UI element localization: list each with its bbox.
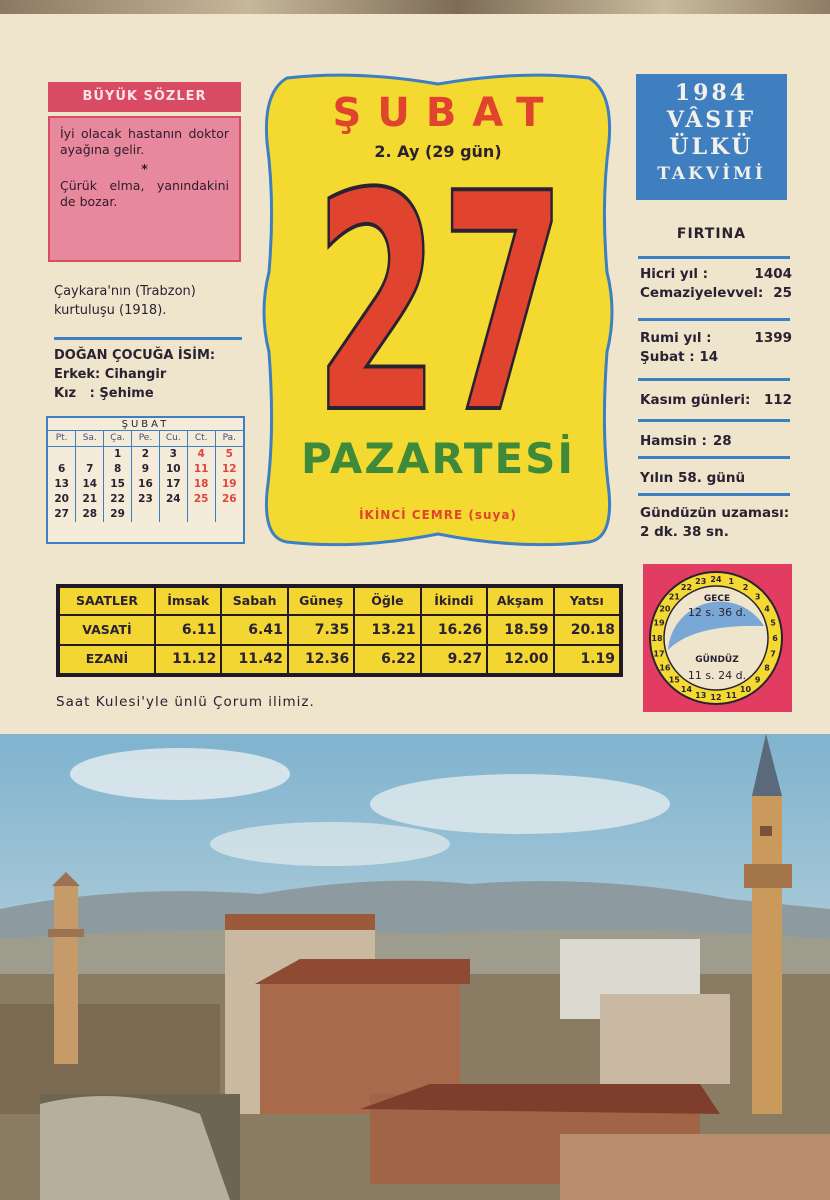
- mini-calendar-date: [76, 447, 104, 462]
- mini-calendar-date: 12: [221, 463, 237, 475]
- mini-calendar-date: 2: [132, 447, 160, 462]
- hamsin-label: Hamsin :: [640, 433, 707, 449]
- rumi-month: Şubat : 14: [640, 349, 719, 365]
- clock-hour-label: 17: [653, 649, 665, 659]
- mini-calendar-date: 11: [187, 462, 215, 477]
- mini-calendar-date: 25: [187, 492, 215, 507]
- mini-calendar-date: 17: [159, 477, 187, 492]
- clock-hour-label: 20: [659, 604, 671, 614]
- day-value: 11 s. 24 d.: [687, 669, 747, 682]
- quotes-title: BÜYÜK SÖZLER: [48, 82, 241, 112]
- divider: [638, 419, 790, 422]
- mini-calendar-dayname: Ct.: [187, 431, 215, 447]
- event-line-1: Çaykara'nın (Trabzon): [54, 284, 196, 299]
- prayer-header: Yatsı: [554, 587, 620, 615]
- mini-calendar-date: 20: [48, 492, 76, 507]
- mini-calendar-date: [48, 447, 76, 462]
- night-label: GECE: [703, 594, 731, 604]
- mini-calendar-title: ŞUBAT: [48, 418, 243, 431]
- prayer-time-value: 6.22: [354, 645, 420, 675]
- daylength-label: Gündüzün uzaması:: [640, 505, 790, 521]
- mini-calendar-date: 4: [187, 447, 215, 462]
- weekday-name: PAZARTESİ: [300, 434, 576, 483]
- quotes-box: [48, 116, 241, 262]
- clock-hour-label: 15: [668, 675, 680, 685]
- day-label: GÜNDÜZ: [695, 655, 739, 665]
- clock-hour-label: 14: [680, 685, 693, 695]
- clock-hour-label: 23: [695, 577, 707, 586]
- mini-calendar-date: 5: [225, 448, 233, 460]
- mini-calendar-date: 28: [76, 507, 104, 522]
- baby-names-title: DOĞAN ÇOCUĞA İSİM:: [54, 348, 216, 363]
- quote-separator: *: [141, 161, 148, 176]
- date-card: [257, 72, 619, 548]
- clock-hour-label: 9: [754, 675, 761, 685]
- clock-hour-label: 13: [695, 691, 707, 700]
- clock-hour-label: 3: [754, 592, 761, 602]
- mini-calendar-dayname: Ça.: [104, 431, 132, 447]
- mini-calendar-dayname: Pe.: [132, 431, 160, 447]
- mini-calendar: [46, 416, 245, 544]
- prayer-time-value: 6.41: [221, 615, 287, 645]
- hamsin-info: [640, 432, 792, 451]
- male-name: Erkek: Cihangir: [54, 367, 167, 382]
- clock-hour-label: 4: [764, 604, 770, 614]
- daylength-value: 2 dk. 38 sn.: [640, 524, 729, 540]
- mini-calendar-dayname: Pa.: [215, 431, 243, 447]
- clock-hour-label: 22: [680, 582, 693, 592]
- night-value: 12 s. 36 d.: [687, 606, 747, 619]
- clock-hour-label: 5: [770, 618, 776, 628]
- clock-hour-label: 11: [725, 691, 737, 700]
- storm-label: FIRTINA: [676, 226, 747, 242]
- mini-calendar-date: [215, 507, 243, 522]
- photo-caption: Saat Kulesi'yle ünlü Çorum ilimiz.: [56, 694, 315, 710]
- kasim-label: Kasım günleri:: [640, 392, 751, 408]
- mini-calendar-date: 14: [76, 477, 104, 492]
- mini-calendar-dayname: Pt.: [48, 431, 76, 447]
- kasim-value: 112: [763, 392, 792, 408]
- hijri-info: [640, 265, 792, 303]
- mini-calendar-date: 24: [159, 492, 187, 507]
- female-name: Kız : Şehime: [54, 386, 154, 401]
- clock-hour-label: 18: [651, 634, 663, 643]
- divider: [638, 456, 790, 459]
- month-info: 2. Ay (29 gün): [374, 142, 502, 161]
- cemre-note: İKİNCİ CEMRE (suya): [359, 508, 517, 522]
- clock-dial: [643, 564, 792, 712]
- kasim-info: [640, 391, 792, 410]
- day-number-text: 27: [314, 168, 566, 428]
- rumi-year: 1399: [754, 330, 792, 346]
- divider: [638, 318, 790, 321]
- mini-calendar-date: 23: [132, 492, 160, 507]
- prayer-time-value: 11.42: [221, 645, 287, 675]
- brand-box: [636, 74, 787, 200]
- clock-hour-label: 21: [668, 592, 680, 602]
- mini-calendar-date: 26: [221, 493, 237, 505]
- prayer-times-table: [56, 584, 623, 677]
- mini-calendar-date: 1: [104, 447, 132, 462]
- prayer-time-value: 12.00: [487, 645, 553, 675]
- prayer-header-label: SAATLER: [59, 587, 155, 615]
- prayer-time-value: 16.26: [421, 615, 487, 645]
- mini-calendar-date: 16: [132, 477, 160, 492]
- divider: [638, 378, 790, 381]
- prayer-time-value: 7.35: [288, 615, 354, 645]
- clock-hour-label: 12: [710, 693, 722, 702]
- rumi-info: [640, 329, 792, 367]
- mini-calendar-date: 29: [104, 507, 132, 522]
- day-number: [309, 168, 571, 428]
- brand-year: 1984: [674, 80, 749, 106]
- mini-calendar-date: 13: [48, 477, 76, 492]
- clock-hour-label: 10: [739, 685, 752, 695]
- brand-line-2: ÜLKÜ: [669, 134, 754, 160]
- mini-calendar-dayname: Sa.: [76, 431, 104, 447]
- mini-calendar-date: 15: [104, 477, 132, 492]
- clock-hour-label: 8: [764, 663, 770, 673]
- quote-1: İyi olacak hastanın doktor ayağına gelir.: [60, 126, 229, 157]
- quote-2: Çürük elma, yanındakini de bozar.: [60, 178, 229, 209]
- rumi-year-label: Rumi yıl :: [640, 330, 712, 346]
- city-photo: [0, 734, 830, 1200]
- mini-calendar-date: [159, 507, 187, 522]
- prayer-header: İkindi: [421, 587, 487, 615]
- prayer-time-value: 18.59: [487, 615, 553, 645]
- brand-line-1: VÂSIF: [666, 107, 757, 133]
- mini-calendar-date: [132, 507, 160, 522]
- prayer-row-label: VASATİ: [59, 615, 155, 645]
- prayer-time-value: 6.11: [155, 615, 221, 645]
- prayer-header: Öğle: [354, 587, 420, 615]
- historical-event: [54, 282, 244, 320]
- mini-calendar-date: 9: [132, 462, 160, 477]
- clock-hour-label: 16: [659, 663, 671, 673]
- divider: [638, 493, 790, 496]
- day-of-year: Yılın 58. günü: [640, 470, 746, 486]
- baby-names: [54, 346, 249, 403]
- mini-calendar-date: 7: [76, 462, 104, 477]
- hamsin-value: 28: [712, 433, 732, 449]
- clock-hour-label: 2: [742, 582, 749, 592]
- hijri-day: 25: [773, 285, 792, 301]
- clock-hour-label: 7: [770, 649, 776, 659]
- mini-calendar-date: 8: [104, 462, 132, 477]
- mini-calendar-date: 22: [104, 492, 132, 507]
- divider: [54, 337, 242, 340]
- mini-calendar-date: 19: [221, 478, 237, 490]
- daylength-info: [640, 504, 792, 542]
- prayer-time-value: 11.12: [155, 645, 221, 675]
- prayer-time-value: 13.21: [354, 615, 420, 645]
- prayer-time-value: 20.18: [554, 615, 620, 645]
- prayer-header: Güneş: [288, 587, 354, 615]
- mini-calendar-date: [187, 507, 215, 522]
- clock-hour-label: 19: [653, 618, 665, 628]
- prayer-time-value: 9.27: [421, 645, 487, 675]
- prayer-header: Akşam: [487, 587, 553, 615]
- day-night-clock: [643, 564, 792, 712]
- clock-hour-label: 6: [772, 634, 778, 643]
- mini-calendar-date: 3: [159, 447, 187, 462]
- mini-calendar-date: 27: [48, 507, 76, 522]
- mini-calendar-date: 18: [187, 477, 215, 492]
- mini-calendar-dayname: Cu.: [159, 431, 187, 447]
- prayer-time-value: 1.19: [554, 645, 620, 675]
- torn-top-strip: [0, 0, 830, 14]
- prayer-header: İmsak: [155, 587, 221, 615]
- prayer-time-value: 12.36: [288, 645, 354, 675]
- hijri-year: 1404: [754, 266, 792, 282]
- prayer-header: Sabah: [221, 587, 287, 615]
- mini-calendar-date: 6: [48, 462, 76, 477]
- clock-hour-label: 24: [710, 575, 722, 584]
- prayer-row-label: EZANİ: [59, 645, 155, 675]
- event-line-2: kurtuluşu (1918).: [54, 303, 167, 318]
- hijri-year-label: Hicri yıl :: [640, 266, 709, 282]
- clock-hour-label: 1: [728, 577, 735, 586]
- brand-line-3: TAKVİMİ: [657, 164, 766, 184]
- divider: [638, 256, 790, 259]
- mini-calendar-date: 21: [76, 492, 104, 507]
- month-name: ŞUBAT: [332, 90, 560, 136]
- hijri-month-label: Cemaziyelevvel:: [640, 285, 764, 301]
- mini-calendar-date: 10: [159, 462, 187, 477]
